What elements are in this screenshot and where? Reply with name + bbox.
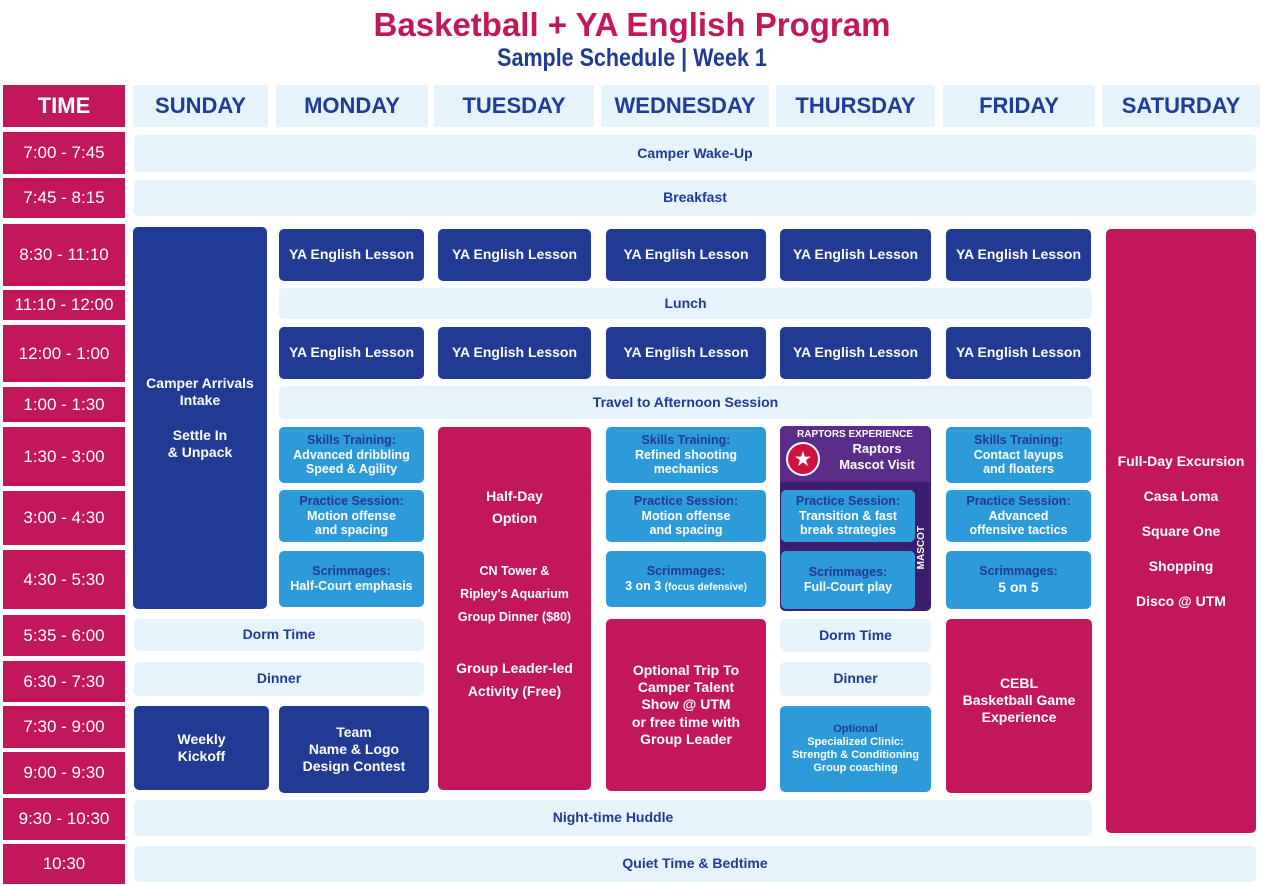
event-cebl-game (946, 619, 1092, 793)
event-line: Refined shooting (634, 447, 738, 462)
arrivals-line: & Unpack (167, 444, 233, 461)
time-slot: 9:30 - 10:30 (3, 798, 125, 840)
trip-line: Optional Trip To (632, 662, 740, 679)
raptors-text (824, 441, 930, 472)
event-line: Motion offense (641, 508, 731, 523)
clinic-line: Group coaching (813, 761, 898, 774)
event-line: 5 on 5 (998, 579, 1039, 596)
excursion-line: Shopping (1148, 558, 1214, 574)
event-lunch: Lunch (279, 288, 1092, 319)
option-line: Half-Day (486, 488, 543, 504)
event-heading: Practice Session: (795, 493, 901, 508)
mascot-label: MASCOT (916, 526, 927, 570)
event-heading: Scrimmages: (312, 564, 391, 579)
time-slot: 10:30 (3, 844, 125, 884)
header-wednesday: WEDNESDAY (601, 85, 769, 127)
event-wednesday-skills-training (606, 427, 766, 483)
clinic-line: Specialized Clinic: (807, 736, 904, 749)
event-sunday-arrivals (133, 227, 267, 609)
option-line: Group Dinner ($80) (457, 610, 572, 625)
event-heading: Practice Session: (966, 493, 1071, 508)
event-thursday-dorm-time: Dorm Time (780, 619, 931, 652)
page-subtitle: Sample Schedule | Week 1 (497, 44, 767, 72)
trip-line: Camper Talent (637, 679, 735, 696)
time-slot: 6:30 - 7:30 (3, 661, 125, 702)
excursion-line: Casa Loma (1143, 488, 1219, 504)
event-line: break strategies (800, 523, 896, 538)
page-title: Basketball + YA English Program (373, 6, 891, 43)
event-travel-afternoon: Travel to Afternoon Session (279, 386, 1092, 419)
time-slot: 5:35 - 6:00 (3, 615, 125, 656)
event-monday-skills-training (279, 427, 424, 483)
header-saturday: SATURDAY (1102, 85, 1260, 127)
time-slot: 8:30 - 11:10 (3, 224, 125, 286)
event-specialized-clinic (780, 706, 931, 792)
event-team-name-logo-contest (279, 706, 429, 793)
event-night-time-huddle: Night-time Huddle (134, 800, 1092, 836)
kickoff-line: Weekly (177, 730, 226, 747)
event-english-lesson-friday-am: YA English Lesson (946, 229, 1091, 281)
event-heading: Practice Session: (633, 493, 739, 508)
event-line: and floaters (983, 462, 1054, 477)
clinic-line: Optional (833, 723, 878, 736)
kickoff-line: Kickoff (177, 748, 226, 764)
cebl-line: Experience (981, 709, 1057, 726)
raptors-logo-icon: ★ (786, 442, 820, 476)
option-line: Activity (Free) (467, 682, 562, 699)
event-line: Speed & Agility (305, 462, 398, 477)
event-english-lesson-thursday-am: YA English Lesson (780, 229, 931, 281)
scrimmage-note: (focus defensive) (664, 581, 747, 593)
event-sunday-monday-dinner: Dinner (134, 662, 424, 696)
event-line: offensive tactics (969, 523, 1068, 538)
header-sunday: SUNDAY (133, 85, 268, 127)
trip-line: or free time with (631, 713, 741, 730)
event-monday-practice-session (279, 490, 424, 542)
event-english-lesson-tuesday-pm: YA English Lesson (438, 327, 591, 379)
time-slot: 7:00 - 7:45 (3, 132, 125, 174)
event-heading: Scrimmages: (979, 564, 1058, 579)
event-line: Half-Court emphasis (290, 579, 413, 593)
cebl-line: CEBL (999, 675, 1039, 691)
time-slot: 4:30 - 5:30 (3, 550, 125, 609)
header-friday: FRIDAY (943, 85, 1095, 127)
excursion-line: Square One (1141, 523, 1221, 539)
contest-line: Team (336, 723, 372, 740)
event-thursday-scrimmages (781, 551, 915, 609)
trip-line: Group Leader (640, 730, 732, 747)
event-weekly-kickoff (134, 706, 269, 790)
event-english-lesson-tuesday-am: YA English Lesson (438, 229, 591, 281)
event-breakfast: Breakfast (134, 180, 1256, 216)
event-line: Motion offense (307, 508, 396, 523)
option-line: Ripley's Aquarium (460, 586, 569, 601)
contest-line: Design Contest (302, 758, 406, 775)
time-slot: 12:00 - 1:00 (3, 325, 125, 382)
event-heading: Skills Training: (641, 432, 731, 447)
event-saturday-excursion (1106, 229, 1256, 833)
event-quiet-time-bedtime: Quiet Time & Bedtime (134, 846, 1256, 882)
option-line: Group Leader-led (456, 660, 573, 677)
header-tuesday: TUESDAY (434, 85, 594, 127)
event-line (625, 579, 747, 594)
scrimmage-format: 3 on 3 (625, 578, 662, 593)
event-line: and spacing (649, 523, 723, 538)
arrivals-line: Camper Arrivals (146, 374, 254, 391)
event-line: Full-Court play (803, 580, 893, 594)
time-slot: 7:30 - 9:00 (3, 706, 125, 748)
contest-line: Name & Logo (308, 740, 400, 757)
time-slot: 1:00 - 1:30 (3, 387, 125, 422)
trip-line: Show @ UTM (641, 696, 731, 713)
event-line: and spacing (315, 523, 388, 538)
clinic-line: Strength & Conditioning (791, 749, 920, 761)
event-line: Contact layups (973, 447, 1064, 462)
event-optional-trip-talent-show (606, 619, 766, 791)
raptors-line: Raptors (852, 441, 902, 456)
event-camper-wakeup: Camper Wake-Up (134, 135, 1256, 172)
event-line: Advanced (988, 508, 1049, 523)
header-time: TIME (3, 85, 125, 127)
event-thursday-practice-session (781, 490, 915, 542)
event-thursday-dinner: Dinner (780, 662, 931, 696)
event-monday-scrimmages (279, 551, 424, 607)
raptors-banner: RAPTORS EXPERIENCE (797, 429, 913, 440)
time-slot: 11:10 - 12:00 (3, 290, 125, 320)
event-line: Transition & fast (799, 508, 897, 523)
cebl-line: Basketball Game (962, 692, 1076, 709)
event-friday-skills-training (946, 427, 1091, 483)
event-english-lesson-friday-pm: YA English Lesson (946, 327, 1091, 379)
option-line: Option (491, 510, 538, 527)
event-line: mechanics (653, 462, 719, 477)
header-thursday: THURSDAY (776, 85, 935, 127)
event-wednesday-scrimmages (606, 551, 766, 607)
event-english-lesson-thursday-pm: YA English Lesson (780, 327, 931, 379)
event-heading: Practice Session: (299, 493, 404, 508)
excursion-line: Disco @ UTM (1136, 593, 1226, 609)
event-english-lesson-wednesday-pm: YA English Lesson (606, 327, 766, 379)
event-heading: Skills Training: (974, 432, 1063, 447)
event-sunday-monday-dorm-time: Dorm Time (134, 619, 424, 651)
time-slot: 1:30 - 3:00 (3, 427, 125, 486)
raptors-side-label (913, 486, 930, 610)
event-heading: Scrimmages: (646, 564, 726, 579)
event-friday-scrimmages (946, 551, 1091, 609)
event-english-lesson-monday-am: YA English Lesson (279, 229, 424, 281)
raptors-line: Mascot Visit (839, 456, 915, 472)
event-heading: Skills Training: (307, 432, 396, 447)
event-english-lesson-wednesday-am: YA English Lesson (606, 229, 766, 281)
excursion-line: Full-Day Excursion (1117, 453, 1245, 469)
event-wednesday-practice-session (606, 490, 766, 542)
time-slot: 7:45 - 8:15 (3, 178, 125, 218)
option-line: CN Tower & (479, 563, 550, 578)
event-line: Advanced dribbling (293, 447, 410, 462)
time-slot: 9:00 - 9:30 (3, 752, 125, 794)
event-english-lesson-monday-pm: YA English Lesson (279, 327, 424, 379)
arrivals-line: Settle In (172, 427, 228, 443)
event-tuesday-half-day-option (438, 427, 591, 790)
event-heading: Scrimmages: (808, 565, 888, 580)
time-slot: 3:00 - 4:30 (3, 491, 125, 545)
event-friday-practice-session (946, 490, 1091, 542)
arrivals-line: Intake (179, 391, 221, 408)
header-monday: MONDAY (276, 85, 428, 127)
